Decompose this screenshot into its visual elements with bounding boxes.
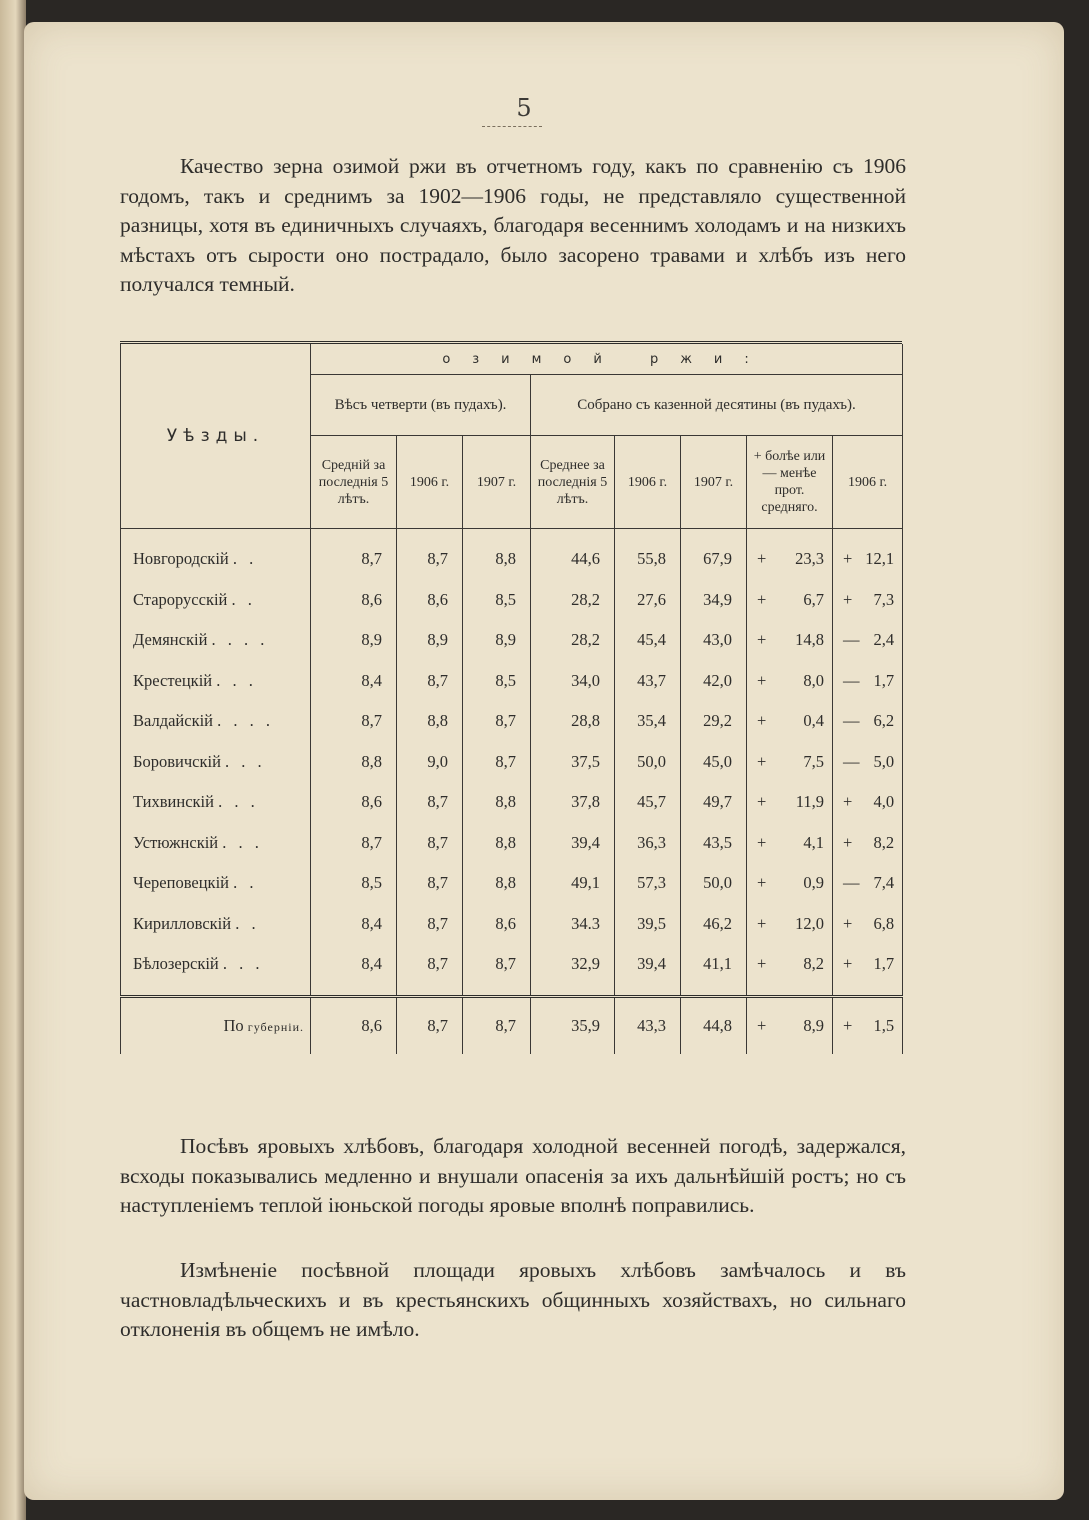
table-body bbox=[121, 529, 903, 1054]
deviation-header: + болѣе или — менѣе прот. средняго. bbox=[747, 436, 833, 529]
value-y1906: 57,3 bbox=[615, 863, 681, 904]
deviation-cell bbox=[747, 944, 833, 985]
value-y-avg: 37,8 bbox=[531, 782, 615, 823]
yield-group-header: Собрано съ казенной десятины (въ пудахъ). bbox=[531, 375, 903, 436]
total-value-y1907: 44,8 bbox=[681, 996, 747, 1054]
deviation-cell bbox=[747, 782, 833, 823]
deviation-value: 8,2 bbox=[803, 954, 824, 974]
value-y-avg: 28,2 bbox=[531, 620, 615, 661]
value-w1907: 8,8 bbox=[463, 782, 531, 823]
value-y1907: 43,5 bbox=[681, 823, 747, 864]
districts-column-header: Уѣзды. bbox=[121, 344, 311, 529]
deviation-value: 6,7 bbox=[803, 589, 824, 609]
deviation-cell bbox=[747, 580, 833, 621]
value-w1906: 8,7 bbox=[397, 539, 463, 580]
deviation-value: 4,1 bbox=[803, 832, 824, 852]
leader-dots: . . . bbox=[222, 954, 264, 974]
deviation-cell bbox=[747, 904, 833, 945]
deviation-value: 8,0 bbox=[803, 670, 824, 690]
total-label-prefix: По bbox=[223, 1015, 244, 1035]
value-w1907: 8,7 bbox=[463, 944, 531, 985]
value-w-avg: 8,4 bbox=[311, 904, 397, 945]
page-number-ornament bbox=[482, 126, 542, 127]
district-cell bbox=[121, 863, 311, 904]
value-w-avg: 8,8 bbox=[311, 742, 397, 783]
leader-dots: . . . bbox=[216, 670, 257, 690]
value-y1906: 55,8 bbox=[615, 539, 681, 580]
value-w1907: 8,7 bbox=[463, 742, 531, 783]
value-w1907: 8,5 bbox=[463, 661, 531, 702]
value-y-avg: 44,6 bbox=[531, 539, 615, 580]
value-w1906: 8,6 bbox=[397, 580, 463, 621]
value-y1907: 45,0 bbox=[681, 742, 747, 783]
deviation-value: 7,5 bbox=[803, 751, 824, 771]
deviation-value: 0,4 bbox=[803, 711, 824, 731]
table-row bbox=[121, 944, 903, 985]
deviation-value: 7,3 bbox=[873, 589, 895, 609]
deviation-1906-header: 1906 г. bbox=[833, 436, 903, 529]
deviation-cell bbox=[747, 742, 833, 783]
leader-dots: . . . bbox=[225, 751, 266, 771]
district-cell bbox=[121, 580, 311, 621]
district-name: Крестецкій bbox=[133, 670, 213, 690]
value-w-avg: 8,5 bbox=[311, 863, 397, 904]
deviation-1906-cell bbox=[833, 944, 903, 985]
deviation-cell bbox=[747, 661, 833, 702]
sign-symbol: + bbox=[757, 913, 767, 933]
value-y1906: 39,4 bbox=[615, 944, 681, 985]
deviation-value: 2,4 bbox=[873, 630, 895, 650]
weight-1906-header: 1906 г. bbox=[397, 436, 463, 529]
deviation-cell bbox=[747, 701, 833, 742]
district-name: Новгородскій bbox=[133, 549, 229, 569]
value-w1906: 8,7 bbox=[397, 863, 463, 904]
sign-symbol: + bbox=[843, 792, 853, 812]
value-w1906: 8,7 bbox=[397, 661, 463, 702]
sign-symbol: — bbox=[843, 873, 860, 893]
district-cell bbox=[121, 539, 311, 580]
district-cell bbox=[121, 620, 311, 661]
district-name: Боровичскій bbox=[133, 751, 221, 771]
deviation-1906-cell bbox=[833, 580, 903, 621]
sign-symbol: + bbox=[757, 630, 767, 650]
sign-symbol: — bbox=[843, 711, 860, 731]
winter-rye-header: озимой ржи: bbox=[311, 344, 903, 375]
value-y1907: 50,0 bbox=[681, 863, 747, 904]
deviation-value: 7,4 bbox=[873, 873, 895, 893]
district-cell bbox=[121, 742, 311, 783]
value-w-avg: 8,4 bbox=[311, 944, 397, 985]
grain-weight-group-header: Вѣсъ четверти (въ пудахъ). bbox=[311, 375, 531, 436]
table-row bbox=[121, 661, 903, 702]
total-value-y-avg: 35,9 bbox=[531, 996, 615, 1054]
district-name: Демянскій bbox=[133, 630, 208, 650]
value-y-avg: 32,9 bbox=[531, 944, 615, 985]
sign-symbol: + bbox=[843, 913, 853, 933]
sign-symbol: + bbox=[757, 873, 767, 893]
value-y1906: 35,4 bbox=[615, 701, 681, 742]
value-w1907: 8,6 bbox=[463, 904, 531, 945]
yield-1907-header: 1907 г. bbox=[681, 436, 747, 529]
value-y1907: 67,9 bbox=[681, 539, 747, 580]
value-y-avg: 34,0 bbox=[531, 661, 615, 702]
deviation-1906-cell bbox=[833, 782, 903, 823]
value-y-avg: 37,5 bbox=[531, 742, 615, 783]
total-row bbox=[121, 996, 903, 1054]
deviation-value: 6,8 bbox=[873, 913, 895, 933]
value-w-avg: 8,6 bbox=[311, 580, 397, 621]
deviation-value: 12,0 bbox=[795, 913, 824, 933]
value-w-avg: 8,9 bbox=[311, 620, 397, 661]
value-y-avg: 28,8 bbox=[531, 701, 615, 742]
value-w1906: 8,7 bbox=[397, 944, 463, 985]
value-w1907: 8,5 bbox=[463, 580, 531, 621]
sign-symbol: + bbox=[757, 954, 767, 974]
total-value-w-avg: 8,6 bbox=[311, 996, 397, 1054]
value-y1907: 34,9 bbox=[681, 580, 747, 621]
value-w1907: 8,8 bbox=[463, 863, 531, 904]
district-cell bbox=[121, 661, 311, 702]
value-w1906: 8,7 bbox=[397, 823, 463, 864]
value-y1907: 29,2 bbox=[681, 701, 747, 742]
total-label-word: губерніи. bbox=[247, 1019, 304, 1034]
deviation-value: 12,1 bbox=[865, 549, 895, 569]
leader-dots: . . . bbox=[222, 832, 263, 852]
value-y1907: 42,0 bbox=[681, 661, 747, 702]
district-cell bbox=[121, 701, 311, 742]
district-cell bbox=[121, 782, 311, 823]
table-row bbox=[121, 863, 903, 904]
total-deviation-1906-cell bbox=[833, 996, 903, 1054]
value-w1906: 8,9 bbox=[397, 620, 463, 661]
sign-symbol: — bbox=[843, 670, 860, 690]
weight-1907-header: 1907 г. bbox=[463, 436, 531, 529]
district-cell bbox=[121, 823, 311, 864]
deviation-1906-cell bbox=[833, 661, 903, 702]
district-name: Бѣлозерскій bbox=[133, 954, 219, 974]
value-w-avg: 8,4 bbox=[311, 661, 397, 702]
table-row bbox=[121, 620, 903, 661]
value-y1907: 41,1 bbox=[681, 944, 747, 985]
value-w1906: 8,8 bbox=[397, 701, 463, 742]
yield-1906-header: 1906 г. bbox=[615, 436, 681, 529]
sign-symbol: + bbox=[757, 670, 767, 690]
sign-symbol: + bbox=[757, 832, 767, 852]
paragraph-rye-grain-quality: Качество зерна озимой ржи въ отчетномъ году, какъ по сравненiю съ 1906 годомъ, такъ и среднимъ за 1902—1906 годы, не представляло существенной разницы, хотя въ единичныхъ случаяхъ, благодаря весеннимъ холодамъ и на низкихъ мѣстахъ отъ сырости оно пострадало, было засорено травами и хлѣбъ изъ него получался темный. bbox=[120, 154, 906, 296]
district-name: Старорусскій bbox=[133, 589, 228, 609]
yield-5yr-avg-header: Среднее за последнія 5 лѣтъ. bbox=[531, 436, 615, 529]
value-y1906: 45,4 bbox=[615, 620, 681, 661]
deviation-value: 8,9 bbox=[803, 1015, 824, 1035]
adjacent-page-edge bbox=[0, 0, 26, 1520]
sign-symbol: + bbox=[757, 751, 767, 771]
value-w-avg: 8,7 bbox=[311, 823, 397, 864]
deviation-cell bbox=[747, 823, 833, 864]
deviation-1906-cell bbox=[833, 701, 903, 742]
value-w1907: 8,9 bbox=[463, 620, 531, 661]
total-value-y1906: 43,3 bbox=[615, 996, 681, 1054]
table-row bbox=[121, 701, 903, 742]
weight-5yr-avg-header: Средній за последнія 5 лѣтъ. bbox=[311, 436, 397, 529]
sign-symbol: + bbox=[843, 549, 853, 569]
value-y1907: 43,0 bbox=[681, 620, 747, 661]
table-row bbox=[121, 904, 903, 945]
sign-symbol: + bbox=[757, 711, 767, 731]
leader-dots: . . . bbox=[218, 792, 259, 812]
paragraph-sown-area-change: Измѣненіе посѣвной площади яровыхъ хлѣбовъ замѣчалось и въ частновладѣльческихъ и въ крестьянскихъ общинныхъ хозяйствахъ, но сильнаго отклоненія въ общемъ не имѣло. bbox=[120, 1258, 906, 1341]
value-y1906: 39,5 bbox=[615, 904, 681, 945]
value-y-avg: 28,2 bbox=[531, 580, 615, 621]
district-name: Кирилловскій bbox=[133, 913, 232, 933]
value-y1906: 45,7 bbox=[615, 782, 681, 823]
value-y1907: 46,2 bbox=[681, 904, 747, 945]
sign-symbol: + bbox=[757, 792, 767, 812]
district-name: Устюжнскій bbox=[133, 832, 219, 852]
value-w1906: 8,7 bbox=[397, 782, 463, 823]
paragraph-spring-sowing: Посѣвъ яровыхъ хлѣбовъ, благодаря холодной весенней погодѣ, задержался, всходы показывались медленно и внушали опасенія за ихъ дальнѣйшій ростъ; но съ наступленіемъ теплой іюньской погоды яровые вполнѣ поправились. bbox=[120, 1134, 906, 1217]
leader-dots: . . . . bbox=[217, 711, 275, 731]
leader-dots: . . bbox=[235, 913, 260, 933]
deviation-value: 1,7 bbox=[873, 670, 895, 690]
leader-dots: . . bbox=[231, 589, 256, 609]
deviation-1906-cell bbox=[833, 539, 903, 580]
deviation-cell bbox=[747, 863, 833, 904]
deviation-value: 4,0 bbox=[873, 792, 895, 812]
deviation-value: 8,2 bbox=[873, 832, 895, 852]
district-cell bbox=[121, 904, 311, 945]
value-y1906: 43,7 bbox=[615, 661, 681, 702]
total-label-cell bbox=[121, 996, 311, 1054]
value-y1906: 50,0 bbox=[615, 742, 681, 783]
value-y-avg: 39,4 bbox=[531, 823, 615, 864]
sign-symbol: + bbox=[843, 832, 853, 852]
sign-symbol: + bbox=[757, 1015, 767, 1035]
leader-dots: . . bbox=[233, 873, 258, 893]
value-w1906: 9,0 bbox=[397, 742, 463, 783]
deviation-value: 1,5 bbox=[873, 1015, 895, 1035]
total-deviation-cell bbox=[747, 996, 833, 1054]
page-number: 5 bbox=[516, 94, 532, 122]
value-w-avg: 8,7 bbox=[311, 701, 397, 742]
value-w-avg: 8,6 bbox=[311, 782, 397, 823]
document-page bbox=[24, 22, 1064, 1500]
value-y-avg: 49,1 bbox=[531, 863, 615, 904]
value-w1906: 8,7 bbox=[397, 904, 463, 945]
deviation-1906-cell bbox=[833, 823, 903, 864]
deviation-1906-cell bbox=[833, 904, 903, 945]
deviation-value: 5,0 bbox=[873, 751, 895, 771]
deviation-1906-cell bbox=[833, 863, 903, 904]
total-value-w1907: 8,7 bbox=[463, 996, 531, 1054]
leader-dots: . . bbox=[232, 549, 258, 569]
deviation-value: 1,7 bbox=[873, 954, 895, 974]
value-y1907: 49,7 bbox=[681, 782, 747, 823]
table-row bbox=[121, 782, 903, 823]
sign-symbol: — bbox=[843, 751, 860, 771]
sign-symbol: + bbox=[843, 589, 853, 609]
value-w1907: 8,8 bbox=[463, 823, 531, 864]
deviation-value: 0,9 bbox=[803, 873, 824, 893]
value-w-avg: 8,7 bbox=[311, 539, 397, 580]
table-row bbox=[121, 539, 903, 580]
value-w1907: 8,7 bbox=[463, 701, 531, 742]
deviation-cell bbox=[747, 620, 833, 661]
value-y1906: 27,6 bbox=[615, 580, 681, 621]
district-cell bbox=[121, 944, 311, 985]
deviation-1906-cell bbox=[833, 742, 903, 783]
rye-statistics-table bbox=[120, 344, 903, 1054]
deviation-value: 14,8 bbox=[795, 630, 824, 650]
table-row bbox=[121, 823, 903, 864]
deviation-1906-cell bbox=[833, 620, 903, 661]
table-row bbox=[121, 742, 903, 783]
sign-symbol: + bbox=[757, 549, 767, 569]
sign-symbol: + bbox=[757, 589, 767, 609]
district-name: Валдайскій bbox=[133, 711, 214, 731]
value-y-avg: 34.3 bbox=[531, 904, 615, 945]
deviation-value: 6,2 bbox=[873, 711, 895, 731]
value-y1906: 36,3 bbox=[615, 823, 681, 864]
deviation-value: 11,9 bbox=[795, 792, 824, 812]
sign-symbol: — bbox=[843, 630, 860, 650]
district-name: Тихвинскій bbox=[133, 792, 214, 812]
district-name: Череповецкій bbox=[133, 873, 229, 893]
deviation-cell bbox=[747, 539, 833, 580]
total-value-w1906: 8,7 bbox=[397, 996, 463, 1054]
sign-symbol: + bbox=[843, 954, 853, 974]
leader-dots: . . . . bbox=[211, 630, 269, 650]
table-row bbox=[121, 580, 903, 621]
value-w1907: 8,8 bbox=[463, 539, 531, 580]
deviation-value: 23,3 bbox=[795, 549, 824, 569]
sign-symbol: + bbox=[843, 1015, 853, 1035]
